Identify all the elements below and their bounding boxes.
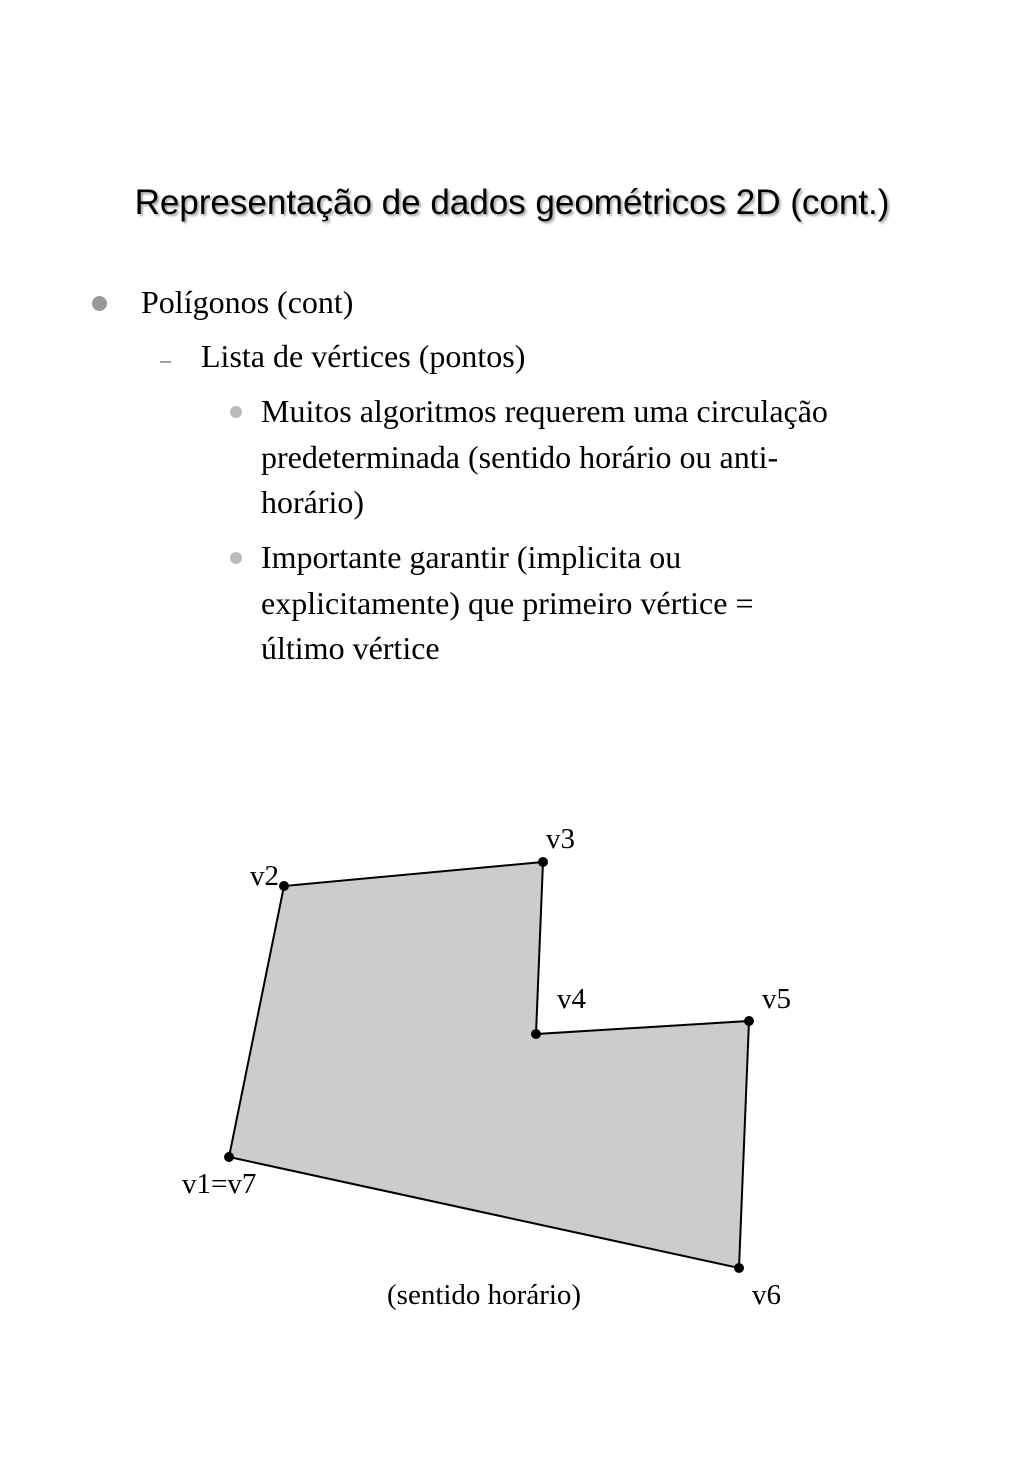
vertex-point-v4 — [531, 1029, 541, 1039]
bullet-text-line: explicitamente) que primeiro vértice = — [261, 584, 754, 621]
vertex-label-v3: v3 — [546, 823, 575, 855]
bullet-text-line: horário) — [261, 484, 365, 520]
bullet-text-line: Importante garantir (implicita ou — [261, 539, 682, 575]
bullet-dash-icon: – — [160, 347, 171, 372]
vertex-label-v6: v6 — [752, 1279, 781, 1311]
vertex-label-v5: v5 — [762, 983, 791, 1015]
vertex-label-v4: v4 — [557, 983, 586, 1015]
bullet-vertex-list: Lista de vértices (pontos) — [201, 338, 526, 374]
bullet-polygons: Polígonos (cont) — [141, 284, 354, 320]
vertex-label-v2: v2 — [250, 860, 279, 892]
polygon-shape — [229, 862, 749, 1268]
vertex-point-v2 — [279, 881, 289, 891]
bullet-text-line: último vértice — [261, 630, 440, 666]
vertex-point-v6 — [734, 1263, 744, 1273]
slide-title: Representação de dados geométricos 2D (cont.) — [134, 183, 890, 222]
figure-caption: (sentido horário) — [387, 1279, 582, 1311]
vertex-label-v1: v1=v7 — [182, 1168, 257, 1200]
bullet-text-line: Muitos algoritmos requerem uma circulação — [261, 393, 828, 429]
bullet-text-line: predeterminada (sentido horário ou anti- — [261, 438, 779, 475]
vertex-point-v5 — [744, 1016, 754, 1026]
vertex-point-v3 — [538, 857, 548, 867]
vertex-point-v1 — [224, 1152, 234, 1162]
